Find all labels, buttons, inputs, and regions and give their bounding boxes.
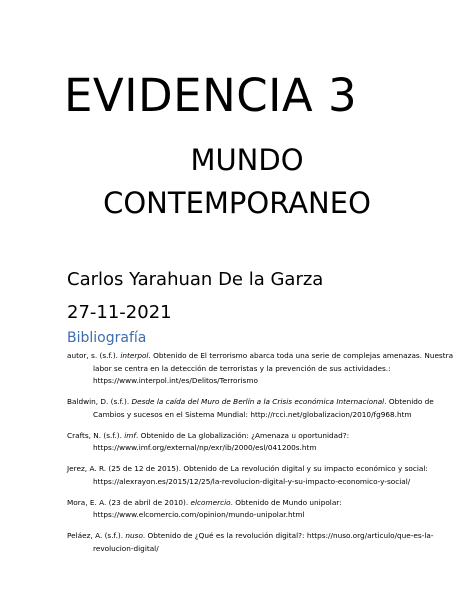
bibliography-heading: Bibliografía [67, 330, 147, 346]
reference-source-italic: interpol [120, 351, 149, 360]
reference-text: . Obtenido de ¿Qué es la revolución digital?: https://nuso.org/articulo/que-es-la-revolucion-digital/ [93, 531, 434, 553]
reference-item [67, 396, 467, 421]
reference-item [67, 530, 467, 555]
reference-text: . Obtenido de El terrorismo abarca toda una serie de complejas amenazas. Nuestra labor se centra en la detección de terroristas y la prevención de sus actividades.: https://www.interpol.int/es/Delitos/Terrorismo [93, 351, 454, 385]
reference-text: Jerez, A. R. (25 de 12 de 2015). Obtenido de La revolución digital y su impacto económico y social: https://alexrayon.es/2015/12/25/la-revolucion-digital-y-su-impacto-economico-y-social/ [67, 464, 428, 486]
subtitle-line-1: MUNDO [190, 143, 304, 177]
reference-text: . Obtenido de La globalización: ¿Amenaza u oportunidad?: https://www.imf.org/external/np/exr/ib/2000/esl/041200s.htm [93, 430, 350, 452]
reference-list [67, 350, 467, 564]
reference-source-italic: Desde la caída del Muro de Berlín a la Crisis económica Internacional [131, 397, 385, 406]
reference-text: Mora, E. A. (23 de abril de 2010). [67, 497, 191, 507]
reference-text: Crafts, N. (s.f.). [67, 430, 125, 440]
author-name: Carlos Yarahuan De la Garza [67, 269, 324, 290]
subtitle-line-2: CONTEMPORANEO [103, 186, 371, 220]
reference-item [67, 497, 467, 522]
reference-source-italic: imf [124, 430, 136, 440]
reference-source-italic: nuso [125, 531, 143, 540]
reference-item [67, 463, 467, 488]
reference-text: . Obtenido de Mundo unipolar: https://www.elcomercio.com/opinion/mundo-unipolar.html [93, 497, 342, 519]
reference-item [67, 430, 467, 455]
document-title: EVIDENCIA 3 [64, 69, 358, 122]
reference-source-italic: elcomercio [190, 497, 231, 507]
reference-text: autor, s. (s.f.). [67, 351, 121, 360]
reference-text: Peláez, A. (s.f.). [67, 531, 126, 540]
reference-text: Baldwin, D. (s.f.). [67, 397, 132, 406]
document-date: 27-11-2021 [67, 302, 172, 323]
reference-text: . Obtenido de Cambios y sucesos en el Sistema Mundial: http://rcci.net/globalizacion/2010/fg968.htm [93, 397, 434, 419]
reference-item [67, 350, 467, 388]
